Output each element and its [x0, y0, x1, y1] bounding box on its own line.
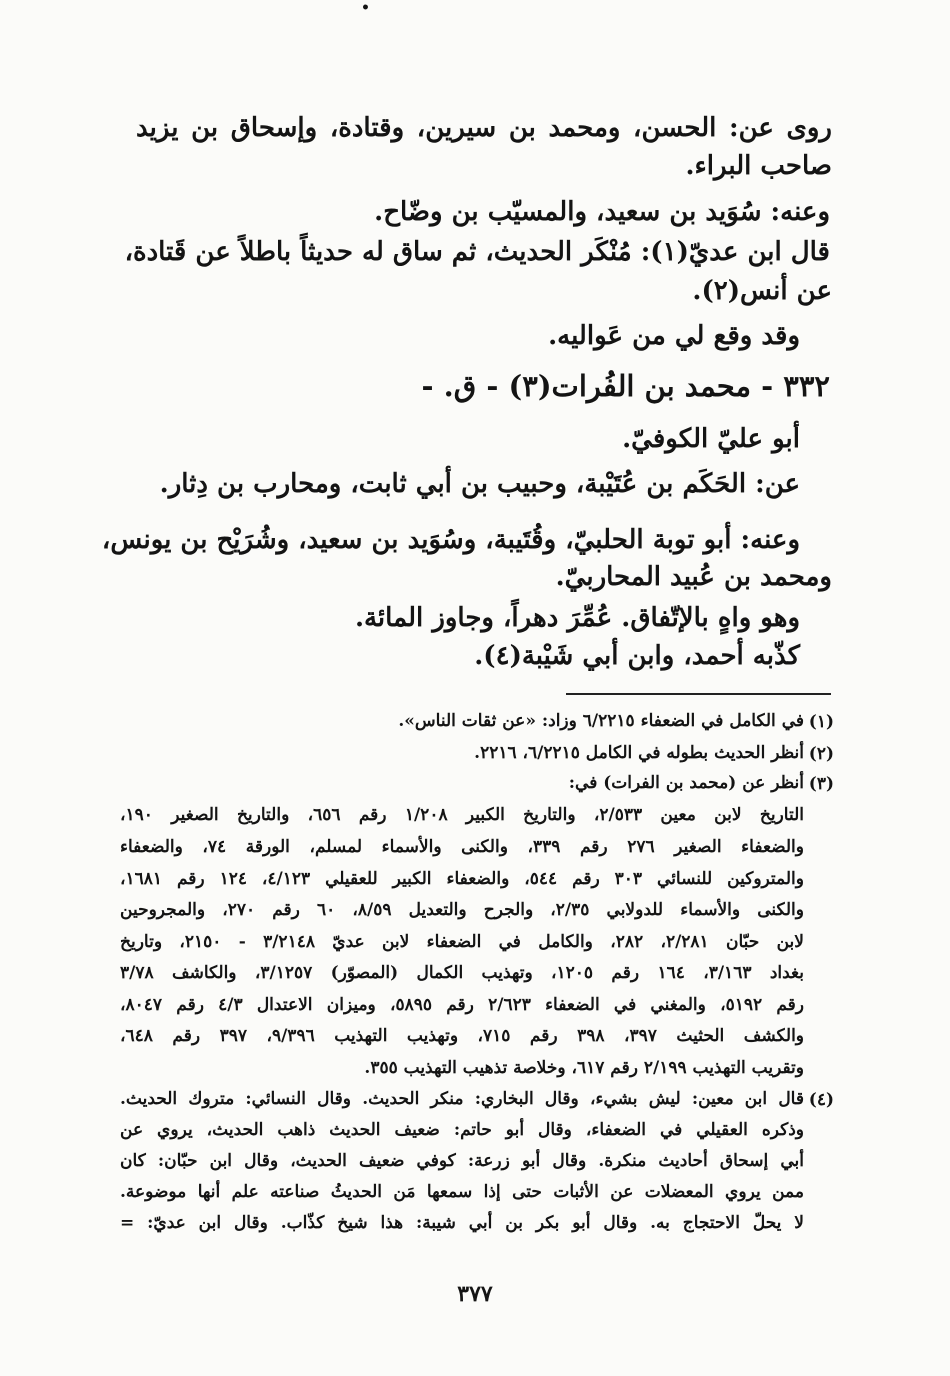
text-line: وهو واهٍ بالإتّفاق. عُمِّرَ دهراً، وجاوز المائة. [354, 603, 800, 633]
text-line: عن: الحَكَم بن عُتَيْبة، وحبيب بن أبي ثابت، ومحارب بن دِثار. [159, 469, 800, 499]
footnote-line: في الكامل في الضعفاء ٦/٢٢١٥ وزاد: «عن ثقات الناس». [398, 711, 804, 731]
text-line: كذّبه أحمد، وابن أبي شَيْبة(٤). [474, 641, 800, 671]
footnote-number: (١) [808, 712, 834, 732]
footnote-line: أنظر الحديث بطوله في الكامل ٦/٢٢١٥، ٢٢١٦. [474, 743, 804, 763]
footnote-line: لابن حبّان ٢/٢٨١، ٢٨٢، والكامل في الضعفاء لابن عديّ ٣/٢١٤٨ - ٢١٥٠، وتاريخ [120, 932, 804, 952]
footnote-line: أنظر عن (محمد بن الفرات) في: [568, 773, 804, 793]
footnote-separator [566, 693, 831, 695]
footnote-line: أبي إسحاق أحاديث منكرة. وقال أبو زرعة: كوفي ضعيف الحديث، وقال ابن حبّان: كان [120, 1151, 804, 1171]
footnote-line: وذكره العقيلي في الضعفاء، وقال أبو حاتم: ضعيف الحديث ذاهب الحديث، يروي عن [120, 1120, 804, 1140]
footnote-line: رقم ٥١٩٢، والمغني في الضعفاء ٢/٦٢٣ رقم ٥٨٩٥، وميزان الاعتدال ٤/٣ رقم ٨٠٤٧، [120, 995, 804, 1015]
footnote-line: والكشف الحثيث ٣٩٧، ٣٩٨ رقم ٧١٥، وتهذيب التهذيب ٩/٣٩٦، ٣٩٧ رقم ٦٤٨، [120, 1026, 804, 1046]
footnote-number: (٤) [808, 1090, 834, 1110]
top-mark: • [361, 0, 370, 16]
text-line: صاحب البراء. [685, 151, 832, 181]
text-line: وقد وقع لي من عَواليه. [548, 321, 800, 351]
footnote-line: ممن يروي المعضلات عن الأثبات حتى إذا سمعها مَن الحديثُ صناعته علم أنها موضوعة. [120, 1182, 804, 1202]
text-line: روى عن: الحسن، ومحمد بن سيرين، وقتادة، وإسحاق بن يزيد [136, 113, 832, 143]
footnote-line: وتقريب التهذيب ٢/١٩٩ رقم ٦١٧، وخلاصة تذهيب التهذيب ٣٥٥. [364, 1058, 804, 1078]
footnote-line: بغداد ٣/١٦٣، ١٦٤ رقم ١٢٠٥، وتهذيب الكمال (المصوّر) ٣/١٢٥٧، والكاشف ٣/٧٨ [120, 963, 804, 983]
footnote-number: (٢) [808, 744, 834, 764]
footnote-line: والمتروكين للنسائي ٣٠٣ رقم ٥٤٤، والضعفاء الكبير للعقيلي ٤/١٢٣، ١٢٤ رقم ١٦٨١، [120, 869, 804, 889]
text-line: وعنه: أبو توبة الحلبيّ، وقُتَيبة، وسُوَيد بن سعيد، وشُرَيْح بن يونس، [101, 525, 800, 555]
footnote-line: والضعفاء الصغير ٢٧٦ رقم ٣٣٩، والكنى والأسماء لمسلم، الورقة ٧٤، والضعفاء [120, 837, 804, 857]
footnote-line: والكنى والأسماء للدولابي ٢/٣٥، والجرح والتعديل ٨/٥٩، ٦٠ رقم ٢٧٠، والمجروحين [120, 900, 804, 920]
page-number: ٣٧٧ [457, 1281, 493, 1307]
footnote-line: قال ابن معين: ليش بشيء، وقال البخاري: منكر الحديث. وقال النسائي: متروك الحديث. [120, 1089, 804, 1109]
text-line: عن أنس(٢). [692, 276, 832, 306]
footnote-line: لا يحلّ الاحتجاج به. وقال أبو بكر بن أبي شيبة: هذا شيخ كذّاب. وقال ابن عديّ: = [120, 1213, 804, 1233]
text-line: أبو عليّ الكوفيّ. [622, 424, 800, 454]
text-line: قال ابن عديّ(١): مُنْكَر الحديث، ثم ساق له حديثاً باطلاً عن قَتادة، [124, 237, 830, 267]
footnote-number: (٣) [808, 774, 834, 794]
text-line: وعنه: سُوَيد بن سعيد، والمسيّب بن وضّاح. [374, 197, 830, 227]
text-line: ومحمد بن عُبيد المحاربيّ. [555, 562, 832, 592]
footnote-line: التاريخ لابن معين ٢/٥٣٣، والتاريخ الكبير ١/٢٠٨ رقم ٦٥٦، والتاريخ الصغير ١٩٠، [120, 805, 804, 825]
entry-heading: ٣٣٢ - محمد بن الفُرات(٣) - ق. - [421, 369, 830, 403]
